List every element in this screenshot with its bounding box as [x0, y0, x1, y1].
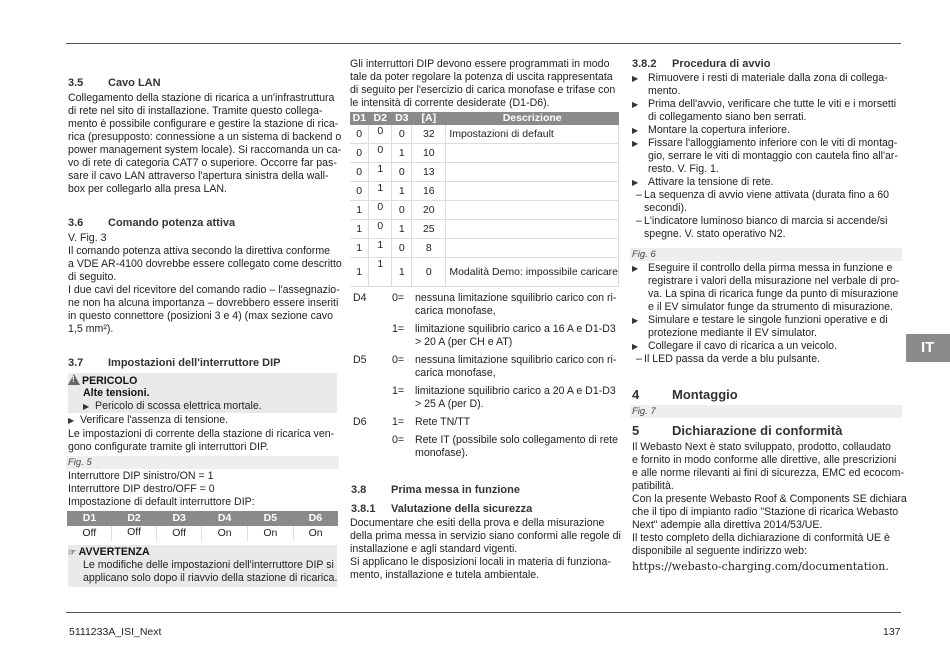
section-3-6-body: [68, 232, 342, 336]
page-number: 137: [883, 626, 901, 638]
value-cell: 0: [350, 163, 369, 182]
text-line: Rete TN/TT: [415, 416, 471, 428]
text-line: Il Webasto Next è stato sviluppato, prodotto, collaudato: [632, 441, 891, 453]
description-cell: [446, 144, 619, 163]
text-line: Next" adempie alla direttiva 2014/53/UE.: [632, 519, 823, 531]
table-header-cell: D2: [369, 112, 392, 125]
table-header-row: [350, 112, 619, 125]
section-number: 3.7: [68, 357, 84, 369]
text-line: Interruttore DIP destro/OFF = 0: [68, 483, 215, 495]
text-line: mento è possibile configurare e gestire la stazione di rica-: [68, 118, 339, 130]
switch-value: 0=: [392, 354, 405, 366]
description-cell: Modalità Demo: impossibile caricare: [446, 258, 619, 287]
text-line: in questo connettore (posizioni 3 e 4) (max sezione cavo: [68, 310, 333, 322]
section-4-heading: [632, 388, 738, 401]
value-cell: 1: [350, 220, 369, 239]
dip-value-cell: On: [202, 526, 248, 542]
value-cell: 10: [412, 144, 446, 163]
text-line: carica monofase,: [415, 305, 496, 317]
text-line: e il EV simulator funge da strumento di misurazione.: [648, 301, 893, 313]
text-line: secondi).: [644, 202, 687, 214]
description-cell: [446, 182, 619, 201]
switch-label: D6: [353, 416, 367, 428]
value-cell: 1: [369, 163, 392, 182]
value-cell: 1: [369, 182, 392, 201]
value-cell: 0: [392, 201, 412, 220]
table-row: [350, 182, 619, 201]
text-line: Attivare la tensione di rete.: [648, 176, 774, 188]
value-cell: 25: [412, 220, 446, 239]
section-number: 3.8.1: [351, 503, 376, 515]
warning-triangle-icon: [68, 374, 80, 385]
text-line: Il LED passa da verde a blu pulsante.: [644, 353, 821, 365]
text-line: e alle norme rilevanti ai fini di sicurezza, EMC ed ecocom-: [632, 467, 905, 479]
description-cell: [446, 201, 619, 220]
table-row: [350, 163, 619, 182]
table-row: [350, 144, 619, 163]
value-cell: 16: [412, 182, 446, 201]
bullet-arrow-icon: ▶: [83, 402, 90, 411]
value-cell: 1: [392, 258, 412, 287]
bullet-arrow-icon: ▶: [632, 126, 639, 135]
table-row: [350, 220, 619, 239]
text-line: limitazione squilibrio carico a 16 A e D1-D3: [415, 323, 616, 335]
text-line: Il comando potenza attiva secondo la direttiva conforme: [68, 245, 331, 257]
bottom-rule: [66, 612, 901, 613]
language-tab: IT: [906, 334, 950, 362]
figure-5-label: Fig. 5: [66, 456, 339, 469]
step-item: [632, 176, 902, 189]
value-cell: 13: [412, 163, 446, 182]
bullet-arrow-icon: ▶: [632, 342, 639, 351]
text-line: di collegamento siano ben serrati.: [648, 111, 807, 123]
definition-row: [353, 292, 623, 318]
value-cell: 8: [412, 239, 446, 258]
text-line: Gli interruttori DIP devono essere programmati in modo: [350, 58, 610, 70]
value-cell: 0: [392, 125, 412, 144]
table-row: [350, 201, 619, 220]
step-item: [632, 340, 902, 353]
section-title: Prima messa in funzione: [391, 484, 520, 496]
text-line: Fissare l'alloggiamento inferiore con le viti di montag-: [648, 137, 898, 149]
description-cell: [446, 239, 619, 258]
step-item: [632, 98, 902, 124]
section-number: 5: [632, 423, 640, 438]
text-line: Interruttore DIP sinistro/ON = 1: [68, 470, 214, 482]
section-title: Dichiarazione di conformità: [672, 423, 843, 438]
danger-subtitle: Alte tensioni.: [83, 387, 150, 399]
value-cell: 0: [350, 144, 369, 163]
switch-value: 1=: [392, 385, 405, 397]
text-line: gio, serrare le viti di montaggio con cautela fino all'ar-: [648, 150, 898, 162]
text-line: a VDE AR-4100 dovrebbe essere collegato come descritto: [68, 258, 342, 270]
text-line: L'indicatore luminoso bianco di marcia si accende/si: [644, 215, 888, 227]
text-line: patibilità.: [632, 480, 674, 492]
section-3-5-body: [68, 92, 341, 196]
step-item: [632, 124, 902, 137]
section-title: Cavo LAN: [108, 77, 161, 89]
text-line: gono configurate tramite gli interruttori DIP.: [68, 441, 269, 453]
danger-title-text: PERICOLO: [82, 375, 138, 387]
step-item: [632, 72, 902, 98]
section-number: 3.5: [68, 77, 84, 89]
text-line: Rimuovere i resti di materiale dalla zona di collega-: [648, 72, 888, 84]
text-line: I due cavi del ricevitore del comando radio – l'assegnazio-: [68, 284, 340, 296]
text-line: e fornito in modo conforme alle direttive, alle prescrizioni: [632, 454, 897, 466]
section-3-8-2-heading: [632, 58, 770, 71]
warning-title-text: AVVERTENZA: [78, 546, 150, 558]
dip-legend: [68, 470, 255, 509]
value-cell: 0: [392, 239, 412, 258]
step-item: [632, 314, 902, 340]
text-line: le intensità di corrente desiderate (D1-D6).: [350, 97, 550, 109]
section-title: Impostazioni dell'interruttore DIP: [108, 357, 281, 369]
definition-row: [353, 385, 623, 411]
step-item: [632, 137, 902, 176]
text-line: registrare i valori della misurazione nel verbale di pro-: [648, 275, 900, 287]
section-number: 4: [632, 387, 640, 402]
dip-value-cell: Off: [157, 526, 202, 542]
text-line: ne non ha alcuna importanza – dovrebbero essere inseriti: [68, 297, 339, 309]
value-cell: 0: [350, 182, 369, 201]
text-line: che il tipo di impianto radio "Stazione di ricarica Webasto: [632, 506, 899, 518]
switch-label: D4: [353, 292, 367, 304]
dip-header-cell: D4: [202, 512, 248, 526]
switch-value: 0=: [392, 292, 405, 304]
text-line: Eseguire il controllo della pirma messa in funzione e: [648, 262, 893, 274]
figure-7-label: Fig. 7: [630, 405, 902, 418]
value-cell: 0: [350, 125, 369, 144]
table-row: [350, 258, 619, 287]
text-line: va. La spina di ricarica funge da punto di misurazione: [648, 288, 899, 300]
danger-bullet-text: Pericolo di scossa elettrica mortale.: [95, 400, 262, 412]
warning-box: [68, 545, 337, 587]
text-line: nessuna limitazione squilibrio carico con ri-: [415, 354, 617, 366]
dash-icon: –: [636, 189, 642, 201]
danger-box: [68, 373, 337, 413]
text-line: vo di rete di categoria CAT7 o superiore. Occorre far pas-: [68, 157, 337, 169]
text-line: installazione e agli standard vigenti.: [350, 543, 518, 555]
text-line: applicano solo dopo il riavvio della stazione di ricarica.: [83, 572, 338, 584]
text-line: box per collegarlo alla presa LAN.: [68, 183, 227, 195]
dip-header-cell: D2: [111, 512, 156, 526]
value-cell: 1: [392, 220, 412, 239]
text-line: monofase).: [415, 447, 468, 459]
table-header-cell: D1: [350, 112, 369, 125]
text-line: Montare la copertura inferiore.: [648, 124, 790, 136]
dip-header-cell: D6: [293, 512, 337, 526]
dip-value-cell: Off: [111, 526, 156, 542]
text-line: nessuna limitazione squilibrio carico con ri-: [415, 292, 617, 304]
section-3-5-heading: [68, 77, 161, 90]
warning-title: [68, 546, 150, 559]
text-line: La sequenza di avvio viene attivata (durata fino a 60: [644, 189, 889, 201]
text-line: > 25 A (per D).: [415, 398, 484, 410]
switch-value: 0=: [392, 434, 405, 446]
text-line: Documentare che esiti della prova e della misurazione: [350, 517, 605, 529]
text-line: di seguito per l'esercizio di carica monofase e trifase con: [350, 84, 616, 96]
dip-header-cell: D5: [247, 512, 293, 526]
figure-6-label: Fig. 6: [630, 248, 902, 261]
bullet-arrow-icon: ▶: [632, 264, 639, 273]
value-cell: 20: [412, 201, 446, 220]
table-body: [350, 125, 619, 287]
text-line: Rete IT (possibile solo collegamento di rete: [415, 434, 618, 446]
section-3-8-1-body: [350, 517, 621, 582]
description-cell: [446, 163, 619, 182]
text-line: spegne. V. stato operativo N2.: [644, 228, 786, 240]
section-3-6-heading: [68, 217, 235, 230]
hand-icon: ☞: [68, 547, 77, 557]
value-cell: 32: [412, 125, 446, 144]
section-number: 3.8.2: [632, 58, 657, 70]
text-line: carica monofase,: [415, 367, 496, 379]
text-line: Collegamento della stazione di ricarica a un'infrastruttura: [68, 92, 335, 104]
dip-header-cell: D1: [68, 512, 112, 526]
text-line: Prima dell'avvio, verificare che tutte le viti e i morsetti: [648, 98, 897, 110]
current-settings-table: [350, 112, 619, 287]
text-line: Con la presente Webasto Roof & Components SE dichiara: [632, 493, 907, 505]
value-cell: 1: [350, 239, 369, 258]
definition-row: [353, 323, 623, 349]
table-row: [350, 239, 619, 258]
value-cell: 0: [392, 163, 412, 182]
document-id: 5111233A_ISI_Next: [69, 626, 162, 638]
section-title: Montaggio: [672, 387, 738, 402]
dash-icon: –: [636, 353, 642, 365]
switch-value: 1=: [392, 323, 405, 335]
text-line: Le impostazioni di corrente della stazione di ricarica ven-: [68, 428, 335, 440]
text-line: mento.: [648, 85, 681, 97]
switch-label: D5: [353, 354, 367, 366]
definition-row: [353, 416, 623, 429]
value-cell: 0: [412, 258, 446, 287]
dash-icon: –: [636, 215, 642, 227]
text-line: Il testo completo della dichiarazione di conformità UE è: [632, 532, 890, 544]
top-rule: [66, 43, 901, 44]
result-item: [632, 189, 902, 215]
description-cell: Impostazioni di default: [446, 125, 619, 144]
table-header-cell: [A]: [412, 112, 446, 125]
step-item: [632, 262, 902, 314]
dip-definitions: [353, 292, 623, 465]
dip-header-row: [68, 512, 338, 526]
section-5-heading: [632, 424, 842, 437]
value-cell: 0: [369, 201, 392, 220]
description-cell: [446, 220, 619, 239]
text-line: disponibile al seguente indirizzo web:: [632, 545, 807, 557]
documentation-link[interactable]: https://webasto-charging.com/documentation.: [632, 560, 889, 573]
text-line: protezione mediante il EV simulator.: [648, 327, 817, 339]
bullet-arrow-icon: ▶: [632, 100, 639, 109]
dip-value-cell: On: [308, 527, 323, 539]
text-line: mento, installazione e tutela ambientale.: [350, 569, 540, 581]
section-number: 3.6: [68, 217, 84, 229]
text-line: Simulare e testare le singole funzioni operative e di: [648, 314, 888, 326]
text-line: resto. V. Fig. 1.: [648, 163, 719, 175]
section-number: 3.8: [351, 484, 367, 496]
dip-intro: [68, 428, 334, 454]
section-title: Comando potenza attiva: [108, 217, 236, 229]
text-line: Impostazione di default interruttore DIP:: [68, 496, 255, 508]
verify-step: [68, 414, 228, 427]
section-3-8-1-heading: [351, 503, 532, 516]
dip-value-cell: On: [247, 526, 293, 542]
value-cell: 0: [369, 144, 392, 163]
definition-row: [353, 434, 623, 460]
text-line: Collegare il cavo di ricarica a un veicolo.: [648, 340, 838, 352]
text-line: tale da poter regolare la potenza di uscita rappresentata: [350, 71, 613, 83]
dip-value-cell: Off: [68, 526, 112, 542]
definition-row: [353, 354, 623, 380]
value-cell: 1: [350, 201, 369, 220]
text-line: power management system locale). Si raccomanda un ca-: [68, 144, 342, 156]
dip-value-row: [68, 526, 338, 542]
table-row: [350, 125, 619, 144]
startup-procedure-list: [632, 72, 902, 241]
text-line: della prima messa in servizio siano conformi alle regole di: [350, 530, 621, 542]
value-cell: 1: [392, 144, 412, 163]
text-line: rica (presupposto: connessione a un sistema di backend o: [68, 131, 342, 143]
verify-step-text: Verificare l'assenza di tensione.: [80, 414, 229, 426]
test-procedure-list: [632, 262, 902, 366]
dip-header-cell: D3: [157, 512, 202, 526]
value-cell: 1: [369, 239, 392, 258]
text-line: Si applicano le disposizioni locali in materia di funziona-: [350, 556, 611, 568]
result-item: [632, 353, 902, 366]
bullet-arrow-icon: ▶: [632, 74, 639, 83]
value-cell: 0: [369, 125, 392, 144]
section-title: Procedura di avvio: [672, 58, 771, 70]
text-line: sare il cavo LAN attraverso l'apertura sinistra della wall-: [68, 170, 329, 182]
danger-bullet: [83, 400, 262, 413]
bullet-arrow-icon: ▶: [632, 178, 639, 187]
section-5-body: [632, 441, 907, 573]
bullet-arrow-icon: ▶: [632, 139, 639, 148]
section-title: Valutazione della sicurezza: [391, 503, 533, 515]
result-item: [632, 215, 902, 241]
switch-value: 1=: [392, 416, 405, 428]
section-3-7-heading: [68, 357, 281, 370]
value-cell: 0: [369, 220, 392, 239]
value-cell: 1: [369, 258, 392, 287]
text-line: di rete nel sito di installazione. Tramite questo collega-: [68, 105, 323, 117]
dip-default-table: [67, 511, 338, 541]
value-cell: 1: [392, 182, 412, 201]
value-cell: 1: [350, 258, 369, 287]
text-line: V. Fig. 3: [68, 232, 107, 244]
text-line: di seguito.: [68, 271, 117, 283]
danger-title: [68, 374, 137, 388]
bullet-arrow-icon: ▶: [632, 316, 639, 325]
bullet-arrow-icon: ▶: [68, 416, 75, 425]
table-header-cell: Descrizione: [446, 112, 619, 125]
text-line: limitazione squilibrio carico a 20 A e D1-D3: [415, 385, 616, 397]
text-line: Le modifiche delle impostazioni dell'interruttore DIP si: [83, 559, 334, 571]
table-header-cell: D3: [392, 112, 412, 125]
dip-programming-intro: [350, 58, 615, 110]
section-3-8-heading: [351, 484, 520, 497]
text-line: 1,5 mm²).: [68, 323, 114, 335]
text-line: > 20 A (per CH e AT): [415, 336, 513, 348]
